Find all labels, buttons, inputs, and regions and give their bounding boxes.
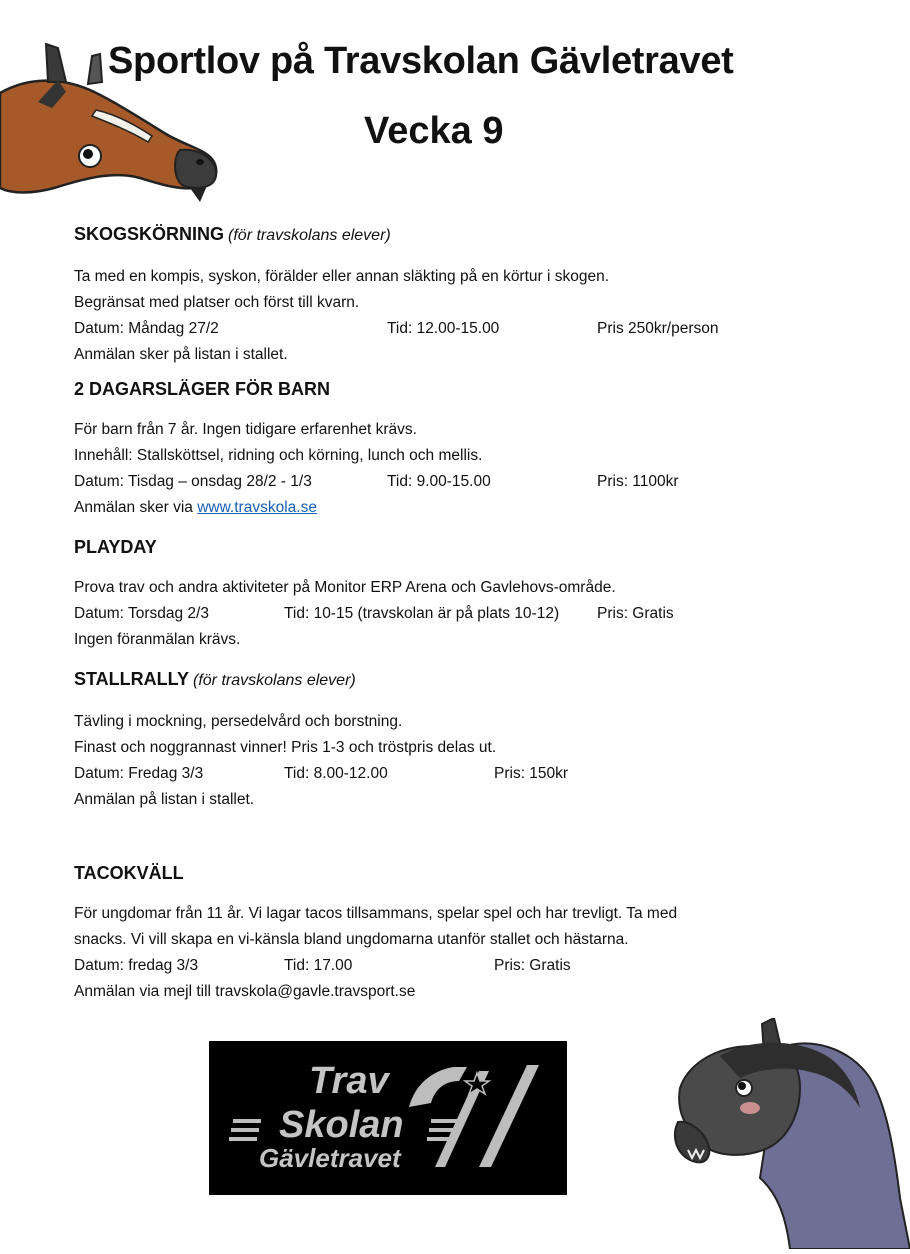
section-heading <box>74 222 854 248</box>
section-body <box>74 417 854 521</box>
section-note: (för travskolans elever) <box>193 672 356 689</box>
event-price: Pris 250kr/person <box>597 320 719 337</box>
event-details-row <box>74 316 854 342</box>
section-heading <box>74 535 854 559</box>
section-text-line: För barn från 7 år. Ingen tidigare erfarenhet krävs. <box>74 421 417 438</box>
event-time: Tid: 8.00-12.00 <box>284 765 388 782</box>
logo-text-trav: Trav <box>309 1060 389 1102</box>
event-date: Datum: Torsdag 2/3 <box>74 605 209 622</box>
section-heading-text: PLAYDAY <box>74 537 157 557</box>
section-heading-text: 2 DAGARSLÄGER FÖR BARN <box>74 379 331 399</box>
section-heading <box>74 667 854 693</box>
section-heading-text: SKOGSKÖRNING <box>74 224 225 244</box>
signup-info <box>74 495 854 521</box>
section-playday <box>74 535 854 653</box>
event-date: Datum: fredag 3/3 <box>74 957 199 974</box>
section-heading <box>74 377 854 401</box>
page-title: Sportlov på Travskolan Gävletravet <box>108 40 734 82</box>
event-details-row <box>74 761 854 787</box>
signup-info: Ingen föranmälan krävs. <box>74 631 241 648</box>
section-text-line: Tävling i mockning, persedelvård och borstning. <box>74 713 403 730</box>
week-label: Vecka 9 <box>364 110 504 152</box>
travskolan-logo <box>209 1041 567 1195</box>
section-dagarslager <box>74 377 854 521</box>
section-text-line: Innehåll: Stallsköttsel, ridning och körning, lunch och mellis. <box>74 447 483 464</box>
signup-info: Anmälan sker på listan i stallet. <box>74 346 288 363</box>
event-price: Pris: 1100kr <box>597 473 679 490</box>
event-details-row <box>74 601 854 627</box>
section-text-line: Finast och noggrannast vinner! Pris 1-3 och tröstpris delas ut. <box>74 739 497 756</box>
section-body <box>74 709 854 813</box>
signup-text: Anmälan sker via <box>74 499 198 516</box>
signup-info: Anmälan via mejl till travskola@gavle.travsport.se <box>74 983 416 1000</box>
section-heading-text: STALLRALLY <box>74 669 189 689</box>
section-body <box>74 901 854 1005</box>
event-time: Tid: 12.00-15.00 <box>387 320 500 337</box>
signup-info: Anmälan på listan i stallet. <box>74 791 255 808</box>
event-time: Tid: 17.00 <box>284 957 353 974</box>
section-body <box>74 575 854 653</box>
logo-text-skolan: Skolan <box>279 1104 404 1146</box>
event-date: Datum: Fredag 3/3 <box>74 765 204 782</box>
event-date: Datum: Måndag 27/2 <box>74 320 219 337</box>
section-text-line: Prova trav och andra aktiviteter på Monitor ERP Arena och Gavlehovs-område. <box>74 579 616 596</box>
section-text-line: För ungdomar från 11 år. Vi lagar tacos tillsammans, spelar spel och har trevligt. Ta med <box>74 905 678 922</box>
website-link[interactable]: www.travskola.se <box>197 499 317 516</box>
event-details-row <box>74 953 854 979</box>
section-tacokvall <box>74 861 854 1005</box>
section-body <box>74 264 854 368</box>
section-heading <box>74 861 854 885</box>
event-details-row <box>74 469 854 495</box>
event-time: Tid: 9.00-15.00 <box>387 473 491 490</box>
section-note: (för travskolans elever) <box>228 227 391 244</box>
section-text-line: Ta med en kompis, syskon, förälder eller annan släkting på en körtur i skogen. <box>74 268 610 285</box>
event-time: Tid: 10-15 (travskolan är på plats 10-12) <box>284 605 560 622</box>
section-heading-text: TACOKVÄLL <box>74 863 184 883</box>
event-price: Pris: Gratis <box>597 605 674 622</box>
event-price: Pris: 150kr <box>494 765 569 782</box>
section-text-line: Begränsat med platser och först till kvarn. <box>74 294 360 311</box>
logo-text-gavletravet: Gävletravet <box>259 1143 401 1173</box>
section-stallrally <box>74 667 854 813</box>
pony-illustration <box>660 1018 910 1254</box>
event-price: Pris: Gratis <box>494 957 571 974</box>
section-skogskorning <box>74 222 854 368</box>
event-date: Datum: Tisdag – onsdag 28/2 - 1/3 <box>74 473 312 490</box>
section-text-line: snacks. Vi vill skapa en vi-känsla bland ungdomarna utanför stallet och hästarna. <box>74 931 629 948</box>
